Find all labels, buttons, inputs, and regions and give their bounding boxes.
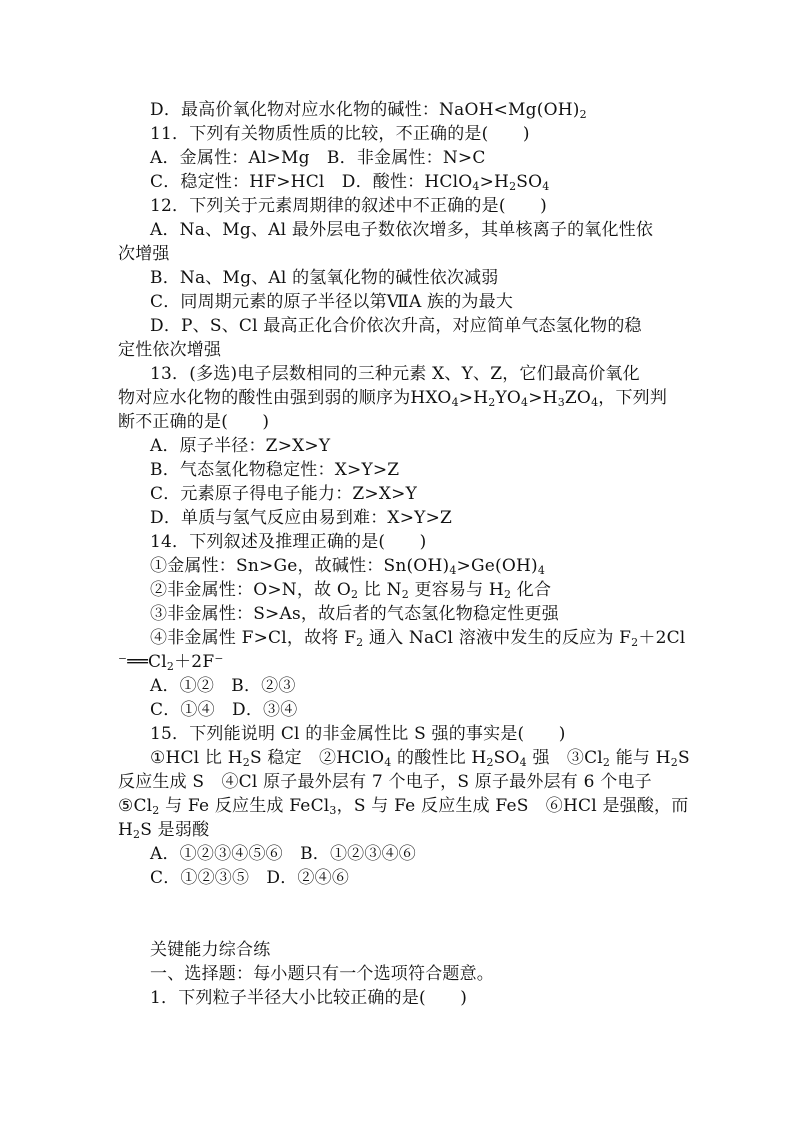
q13-option-b: B．气态氢化物稳定性：X>Y>Z	[150, 460, 400, 480]
q15-stem: 15．下列能说明 Cl 的非金属性比 S 强的事实是( )	[150, 724, 566, 744]
q13-option-d: D．单质与氢气反应由易到难：X>Y>Z	[150, 508, 453, 528]
q14-statement-4-cont: $^-══Cl_2+2F^-$	[118, 652, 224, 673]
q13-stem-cont: 物对应水化物的酸性由强到弱的顺序为$HXO_4>H_2YO_4>H_3ZO_4$，下列判	[118, 388, 668, 409]
q11-options-cd: C．稳定性：HF>HCl D．酸性：$HClO_4>H_2SO_4$	[150, 172, 550, 193]
q15-options-cd: C．①②③⑤ D．②④⑥	[150, 868, 350, 888]
q14-stem: 14．下列叙述及推理正确的是( )	[150, 532, 427, 552]
q12-option-d: D．P、S、Cl 最高正化合价依次升高，对应简单气态氢化物的稳	[150, 316, 642, 336]
q15-statements-1: ①HCl 比 $H_2S$ 稳定 ②HClO$_4$ 的酸性比 $H_2SO_4$ 强 $③Cl_2$ 能与 $H_2S$	[150, 748, 690, 769]
q15-statements-2: 反应生成 S ④Cl 原子最外层有 7 个电子，S 原子最外层有 6 个电子	[118, 772, 652, 792]
q14-statement-4: ④非金属性 F>Cl，故将 $F_2$ 通入 NaCl 溶液中发生的反应为 $F_2+2Cl$	[150, 628, 686, 649]
q11-options-ab: A．金属性：Al>Mg B．非金属性：N>C	[150, 148, 486, 168]
q13-stem: 13．(多选)电子层数相同的三种元素 X、Y、Z，它们最高价氧化	[150, 364, 640, 384]
q15-options-ab: A．①②③④⑤⑥ B．①②③④⑥	[150, 844, 416, 864]
q14-statement-1: ①金属性：Sn>Ge，故碱性：$Sn(OH)_4>Ge(OH)_4$	[150, 556, 546, 577]
new-q1-stem: 1．下列粒子半径大小比较正确的是( )	[150, 988, 468, 1008]
q15-statements-3: $⑤Cl_2$ 与 Fe 反应生成 FeCl$_3$，S 与 Fe 反应生成 FeS ⑥HCl 是强酸，而	[118, 796, 689, 817]
section-heading: 关键能力综合练	[150, 940, 271, 960]
q12-stem: 12．下列关于元素周期律的叙述中不正确的是( )	[150, 196, 547, 216]
q13-stem-cont2: 断不正确的是( )	[118, 412, 270, 432]
q12-option-a-cont: 次增强	[118, 244, 170, 264]
q15-statements-4: $H_2S$ 是弱酸	[118, 820, 210, 841]
q12-option-c: C．同周期元素的原子半径以第ⅦA 族的为最大	[150, 292, 514, 312]
q14-statement-3: ③非金属性：S>As，故后者的气态氢化物稳定性更强	[150, 604, 559, 624]
q10-option-d: D．最高价氧化物对应水化物的碱性：$NaOH<Mg(OH)_2$	[150, 100, 587, 121]
q12-option-a: A．Na、Mg、Al 最外层电子数依次增多，其单核离子的氧化性依	[150, 220, 654, 240]
q13-option-c: C．元素原子得电子能力：Z>X>Y	[150, 484, 418, 504]
q12-option-d-cont: 定性依次增强	[118, 340, 222, 360]
q13-option-a: A．原子半径：Z>X>Y	[150, 436, 331, 456]
q14-options-cd: C．①④ D．③④	[150, 700, 298, 720]
q14-statement-2: ②非金属性：O>N，故 $O_2$ 比 $N_2$ 更容易与 $H_2$ 化合	[150, 580, 552, 601]
q11-stem: 11．下列有关物质性质的比较，不正确的是( )	[150, 124, 530, 144]
section-subheading: 一、选择题：每小题只有一个选项符合题意。	[150, 964, 494, 984]
q12-option-b: B．Na、Mg、Al 的氢氧化物的碱性依次减弱	[150, 268, 499, 288]
q14-options-ab: A．①② B．②③	[150, 676, 296, 696]
